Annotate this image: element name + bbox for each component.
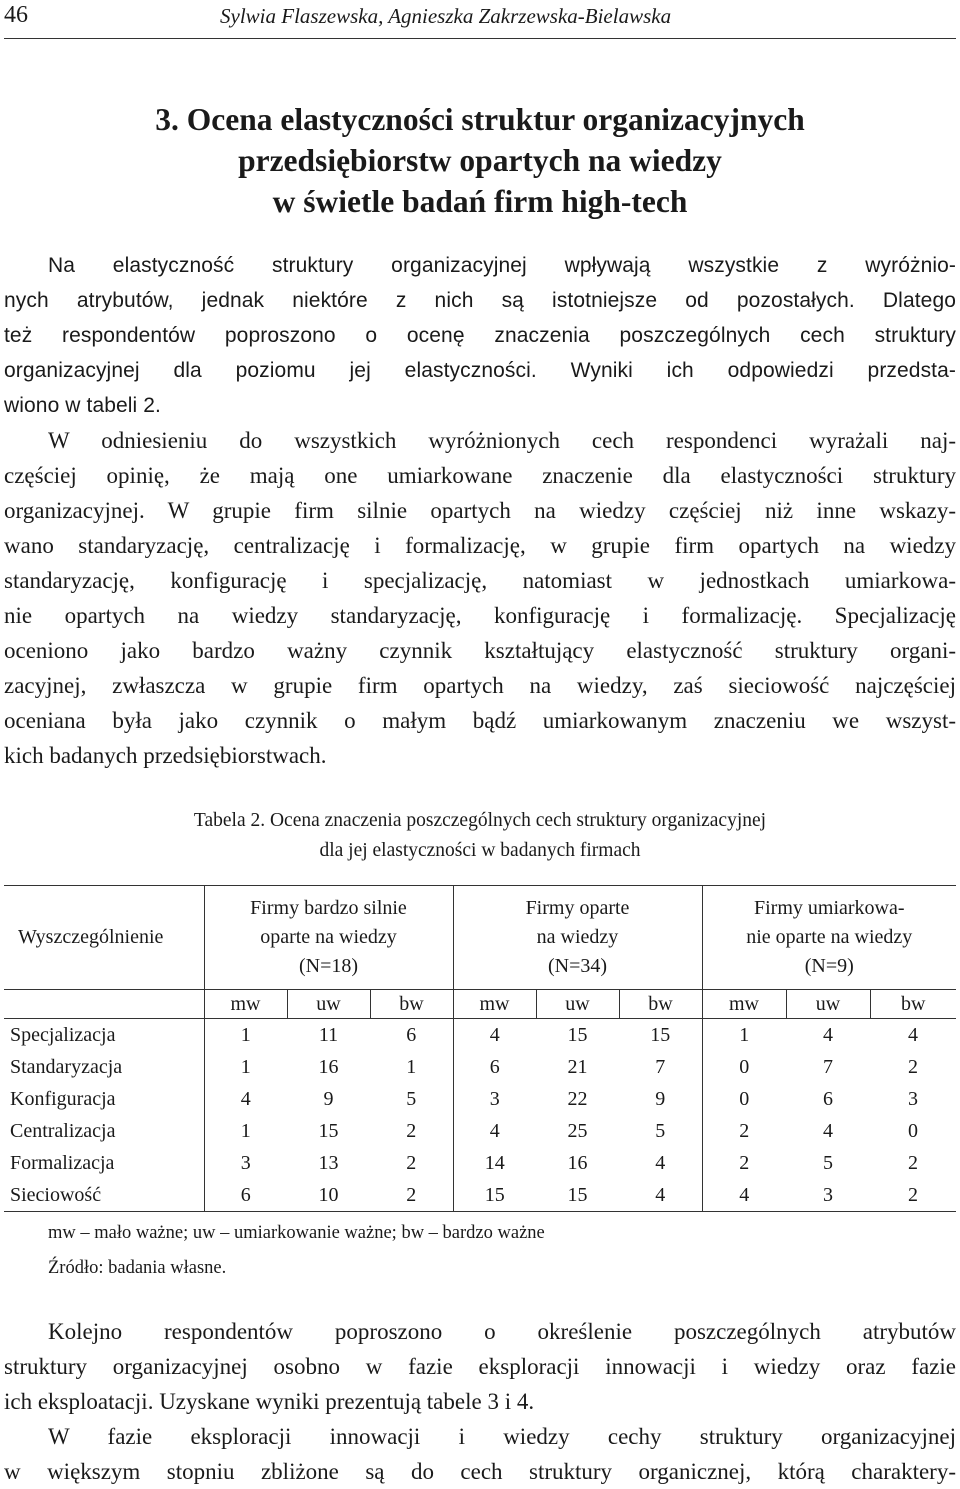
text-line: organizacyjnej dla poziomu jej elastyczności. Wyniki ich odpowiedzi przedsta- bbox=[4, 359, 956, 382]
table-cell: 2 bbox=[870, 1179, 956, 1212]
text-line: struktury organizacyjnej osobno w fazie eksploracji innowacji i wiedzy oraz fazie bbox=[4, 1354, 956, 1379]
table-cell: 4 bbox=[619, 1179, 702, 1212]
text-line: wano standaryzację, centralizację i formalizację, w grupie firm opartych na wiedzy bbox=[4, 533, 956, 558]
table-cell: 13 bbox=[318, 1151, 339, 1174]
body-paragraph-4 bbox=[4, 1419, 956, 1489]
table-row bbox=[4, 1147, 956, 1179]
table-cell: 1 bbox=[204, 1115, 287, 1147]
table-cell: 6 bbox=[823, 1087, 833, 1110]
body-paragraph-3 bbox=[4, 1314, 956, 1419]
text-line: w większym stopniu zbliżone są do cech struktury organicznej, którą charaktery- bbox=[4, 1459, 956, 1484]
table-cell: 0 bbox=[702, 1051, 786, 1083]
table-cell: 15 bbox=[567, 1023, 588, 1046]
table-cell: 1 bbox=[204, 1019, 287, 1052]
group-header: Firmy oparte na wiedzy (N=34) bbox=[453, 886, 702, 990]
subheader-cell: mw bbox=[204, 990, 287, 1019]
table-cell: 11 bbox=[318, 1023, 339, 1046]
text-line: W odniesieniu do wszystkich wyróżnionych cech respondenci wyrażali naj- bbox=[48, 428, 956, 453]
table-cell: 14 bbox=[453, 1147, 536, 1179]
row-label: Formalizacja bbox=[10, 1151, 115, 1174]
table-source: Źródło: badania własne. bbox=[48, 1258, 227, 1278]
table-row bbox=[4, 1083, 956, 1115]
heading-line: 3. Ocena elastyczności struktur organizacyjnych bbox=[155, 102, 805, 137]
text-line: też respondentów poproszono o ocenę znaczenia poszczególnych cech struktury bbox=[4, 324, 956, 347]
row-label: Centralizacja bbox=[10, 1119, 116, 1142]
table-cell: 9 bbox=[323, 1087, 334, 1110]
table-cell: 2 bbox=[908, 1151, 918, 1174]
table-cell: 4 bbox=[655, 1151, 666, 1174]
table-cell: 10 bbox=[287, 1179, 370, 1212]
text-line: częściej opinię, że mają one umiarkowane znaczenie dla elastyczności struktury bbox=[4, 463, 956, 488]
table-cell: 9 bbox=[655, 1087, 666, 1110]
subheader-empty bbox=[4, 990, 204, 1019]
table-header-row bbox=[4, 886, 956, 990]
table-subheader-row bbox=[4, 990, 956, 1019]
table-cell: 25 bbox=[567, 1119, 588, 1142]
table-cell: 7 bbox=[823, 1055, 833, 1078]
table-cell: 15 bbox=[536, 1179, 619, 1212]
row-label: Specjalizacja bbox=[10, 1023, 116, 1046]
table-cell: 4 bbox=[702, 1179, 786, 1212]
row-label: Konfiguracja bbox=[10, 1087, 116, 1110]
text-line: oceniana była jako czynnik o małym bądź umiarkowanym znaczeniu we wszyst- bbox=[4, 708, 956, 733]
table-cell: 0 bbox=[908, 1119, 918, 1142]
table-cell: 2 bbox=[406, 1119, 417, 1142]
caption-line: Tabela 2. Ocena znaczenia poszczególnych cech struktury organizacyjnej bbox=[193, 810, 767, 831]
group-header: Firmy umiarkowa- nie oparte na wiedzy (N=9) bbox=[702, 886, 956, 990]
table-cell: 4 bbox=[908, 1023, 918, 1046]
page-header bbox=[0, 0, 960, 40]
table-cell: 3 bbox=[908, 1087, 918, 1110]
table-cell: 16 bbox=[318, 1055, 339, 1078]
table-cell: 4 bbox=[204, 1083, 287, 1115]
subheader-cell: uw bbox=[536, 990, 619, 1019]
running-head: Sylwia Flaszewska, Agnieszka Zakrzewska-Bielawska bbox=[220, 4, 672, 28]
heading-line: w świetle badań firm high-tech bbox=[272, 184, 688, 219]
table-cell: 16 bbox=[567, 1151, 588, 1174]
table-cell: 2 bbox=[908, 1055, 918, 1078]
table-legend: mw – mało ważne; uw – umiarkowanie ważne; bw – bardzo ważne bbox=[48, 1223, 545, 1243]
row-label: Standaryzacja bbox=[10, 1055, 123, 1078]
table-cell: 4 bbox=[453, 1115, 536, 1147]
group-header: Firmy bardzo silnie oparte na wiedzy (N=18) bbox=[204, 886, 453, 990]
table-cell: 5 bbox=[655, 1119, 666, 1142]
section-heading bbox=[0, 99, 960, 222]
table-cell: 1 bbox=[204, 1051, 287, 1083]
table-cell: 2 bbox=[370, 1179, 453, 1212]
body-paragraph-2 bbox=[4, 423, 956, 773]
table-cell: 22 bbox=[567, 1087, 588, 1110]
table-cell: 2 bbox=[702, 1115, 786, 1147]
subheader-cell: bw bbox=[619, 990, 702, 1019]
subheader-cell: mw bbox=[453, 990, 536, 1019]
table-cell: 2 bbox=[702, 1147, 786, 1179]
text-line: nych atrybutów, jednak niektóre z nich są istotniejsze od pozostałych. Dlatego bbox=[4, 289, 956, 312]
table-cell: 3 bbox=[453, 1083, 536, 1115]
page-number: 46 bbox=[4, 2, 28, 28]
table-cell: 6 bbox=[453, 1051, 536, 1083]
table-cell: 0 bbox=[702, 1083, 786, 1115]
table-cell: 15 bbox=[650, 1023, 671, 1046]
subheader-cell: uw bbox=[786, 990, 870, 1019]
text-line: ich eksploatacji. Uzyskane wyniki prezentują tabele 3 i 4. bbox=[4, 1389, 535, 1414]
subheader-cell: bw bbox=[370, 990, 453, 1019]
subheader-cell: uw bbox=[287, 990, 370, 1019]
table-cell: 2 bbox=[406, 1151, 417, 1174]
table-cell: 21 bbox=[567, 1055, 588, 1078]
table-cell: 6 bbox=[406, 1023, 417, 1046]
data-table bbox=[4, 885, 956, 1212]
heading-line: przedsiębiorstw opartych na wiedzy bbox=[238, 143, 722, 178]
text-line: nie opartych na wiedzy standaryzację, konfigurację i formalizację. Specjalizację bbox=[4, 603, 956, 628]
table-row bbox=[4, 1051, 956, 1083]
table-cell: 15 bbox=[318, 1119, 339, 1142]
caption-line: dla jej elastyczności w badanych firmach bbox=[319, 840, 641, 861]
subheader-cell: bw bbox=[870, 990, 956, 1019]
subheader-cell: mw bbox=[702, 990, 786, 1019]
table-cell: 6 bbox=[204, 1179, 287, 1212]
table-row bbox=[4, 1115, 956, 1147]
text-line: wiono w tabeli 2. bbox=[4, 394, 161, 417]
text-line: oceniono jako bardzo ważny czynnik kształtujący elastyczność struktury organi- bbox=[4, 638, 956, 663]
intro-paragraph bbox=[4, 248, 956, 423]
table-cell: 4 bbox=[823, 1119, 833, 1142]
text-line: Kolejno respondentów poproszono o określenie poszczególnych atrybutów bbox=[48, 1319, 956, 1344]
table-cell: 3 bbox=[204, 1147, 287, 1179]
text-line: zacyjnej, zwłaszcza w grupie firm opartych na wiedzy, zaś sieciowość najczęściej bbox=[4, 673, 956, 698]
text-line: W fazie eksploracji innowacji i wiedzy cechy struktury organizacyjnej bbox=[48, 1424, 956, 1449]
table-cell: 3 bbox=[786, 1179, 870, 1212]
table-cell: 4 bbox=[823, 1023, 833, 1046]
table-row bbox=[4, 1019, 956, 1052]
table-cell: 1 bbox=[702, 1019, 786, 1052]
table-row bbox=[4, 1179, 956, 1212]
text-line: organizacyjnej. W grupie firm silnie opartych na wiedzy częściej niż inne wskazy- bbox=[4, 498, 956, 523]
text-line: standaryzację, konfigurację i specjalizację, natomiast w jednostkach umiarkowa- bbox=[4, 568, 956, 593]
table-cell: 7 bbox=[655, 1055, 666, 1078]
header-rule bbox=[4, 38, 956, 39]
text-line: kich badanych przedsiębiorstwach. bbox=[4, 743, 327, 768]
table-caption bbox=[0, 806, 960, 866]
table-cell: 15 bbox=[453, 1179, 536, 1212]
spec-header: Wyszczególnienie bbox=[4, 886, 204, 990]
table-cell: 5 bbox=[406, 1087, 417, 1110]
table-cell: 1 bbox=[406, 1055, 417, 1078]
row-label: Sieciowość bbox=[4, 1179, 204, 1212]
text-line: Na elastyczność struktury organizacyjnej wpływają wszystkie z wyróżnio- bbox=[48, 254, 956, 277]
table-cell: 5 bbox=[823, 1151, 833, 1174]
table-cell: 4 bbox=[453, 1019, 536, 1052]
